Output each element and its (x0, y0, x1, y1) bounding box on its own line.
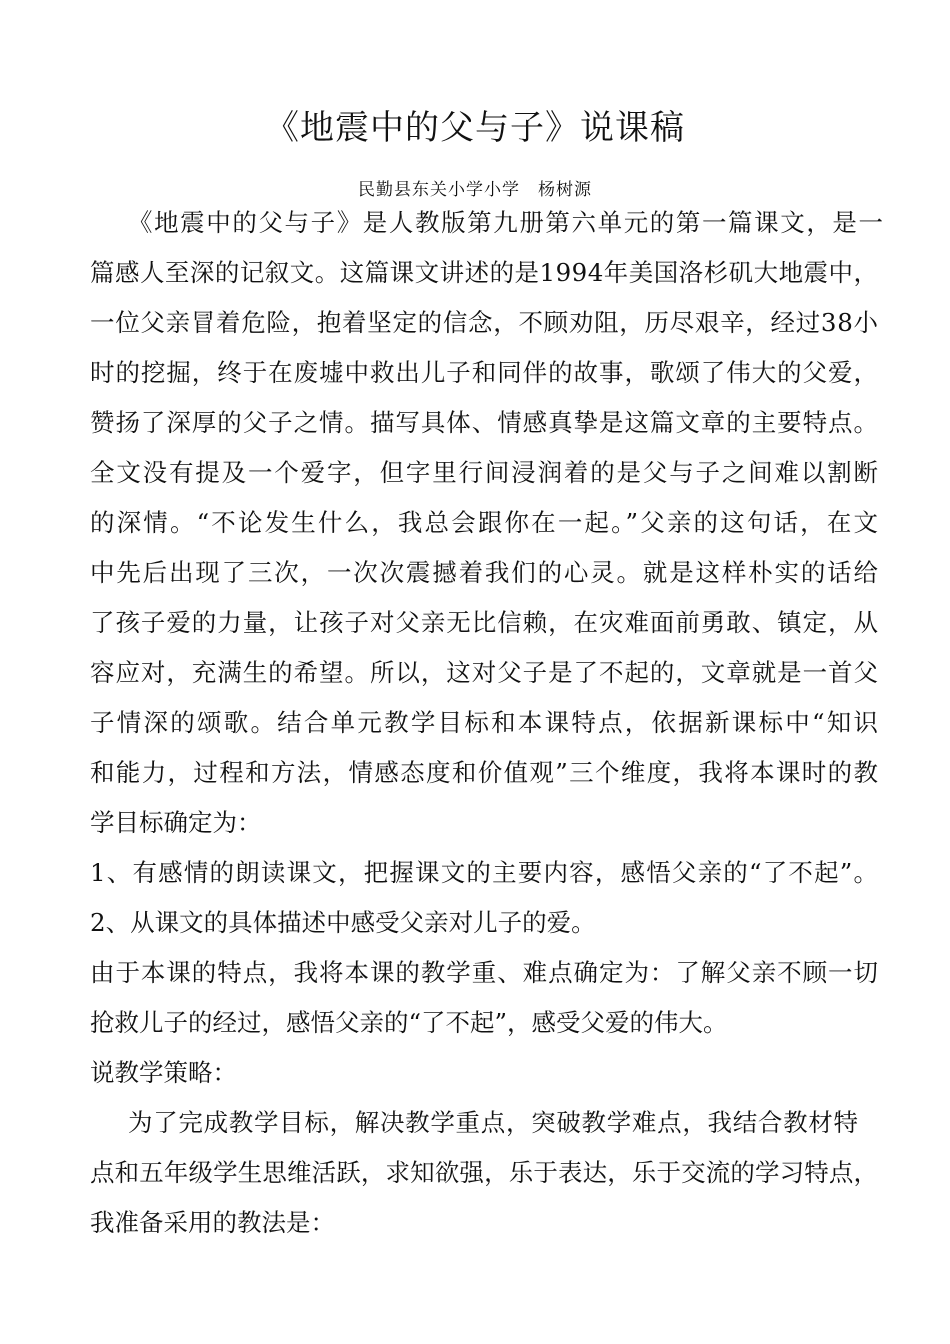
document-title: 《地震中的父与子》说课稿 (265, 108, 685, 148)
list-item: 2、从课文的具体描述中感受父亲对儿子的爱。 (90, 908, 596, 937)
paragraph-line: 点和五年级学生思维活跃，求知欲强，乐于表达，乐于交流的学习特点， (90, 1158, 879, 1187)
paragraph-line: 和能力，过程和方法，情感态度和价值观”三个维度，我将本课时的教 (90, 758, 880, 787)
paragraph-line: 我准备采用的教法是： (90, 1208, 335, 1237)
paragraph-line: 子情深的颂歌。结合单元教学目标和本课特点，依据新课标中“知识 (90, 708, 881, 737)
paragraph-line: 全文没有提及一个爱字，但字里行间浸润着的是父与子之间难以割断 (90, 458, 880, 487)
paragraph-line: 由于本课的特点，我将本课的教学重、难点确定为：了解父亲不顾一切 (90, 958, 879, 987)
section-heading: 说教学策略： (90, 1058, 237, 1087)
list-item: 1、有感情的朗读课文，把握课文的主要内容，感悟父亲的“了不起”。 (90, 858, 880, 887)
author-line: 民勤县东关小学小学 杨树源 (358, 180, 592, 200)
paragraph-line: 中先后出现了三次，一次次震撼着我们的心灵。就是这样朴实的话给 (90, 558, 880, 587)
paragraph-line: 《地震中的父与子》是人教版第九册第六单元的第一篇课文，是一 (128, 208, 885, 237)
paragraph-line: 篇感人至深的记叙文。这篇课文讲述的是1994年美国洛杉矶大地震中， (90, 258, 879, 287)
paragraph-line: 一位父亲冒着危险，抱着坚定的信念，不顾劝阻，历尽艰辛，经过38小 (90, 308, 879, 337)
paragraph-line: 抢救儿子的经过，感悟父亲的“了不起”，感受父爱的伟大。 (90, 1008, 728, 1037)
paragraph-line: 时的挖掘，终于在废墟中救出儿子和同伴的故事，歌颂了伟大的父爱， (90, 358, 879, 387)
paragraph-line: 了孩子爱的力量，让孩子对父亲无比信赖，在灾难面前勇敢、镇定，从 (90, 608, 879, 637)
paragraph-line: 赞扬了深厚的父子之情。描写具体、情感真挚是这篇文章的主要特点。 (90, 408, 879, 437)
paragraph-line: 容应对，充满生的希望。所以，这对父子是了不起的，文章就是一首父 (90, 658, 879, 687)
paragraph-line: 为了完成教学目标，解决教学重点，突破教学难点，我结合教材特 (128, 1108, 859, 1137)
paragraph-line: 的深情。“不论发生什么，我总会跟你在一起。”父亲的这句话，在文 (90, 508, 881, 537)
paragraph-line: 学目标确定为： (90, 808, 262, 837)
